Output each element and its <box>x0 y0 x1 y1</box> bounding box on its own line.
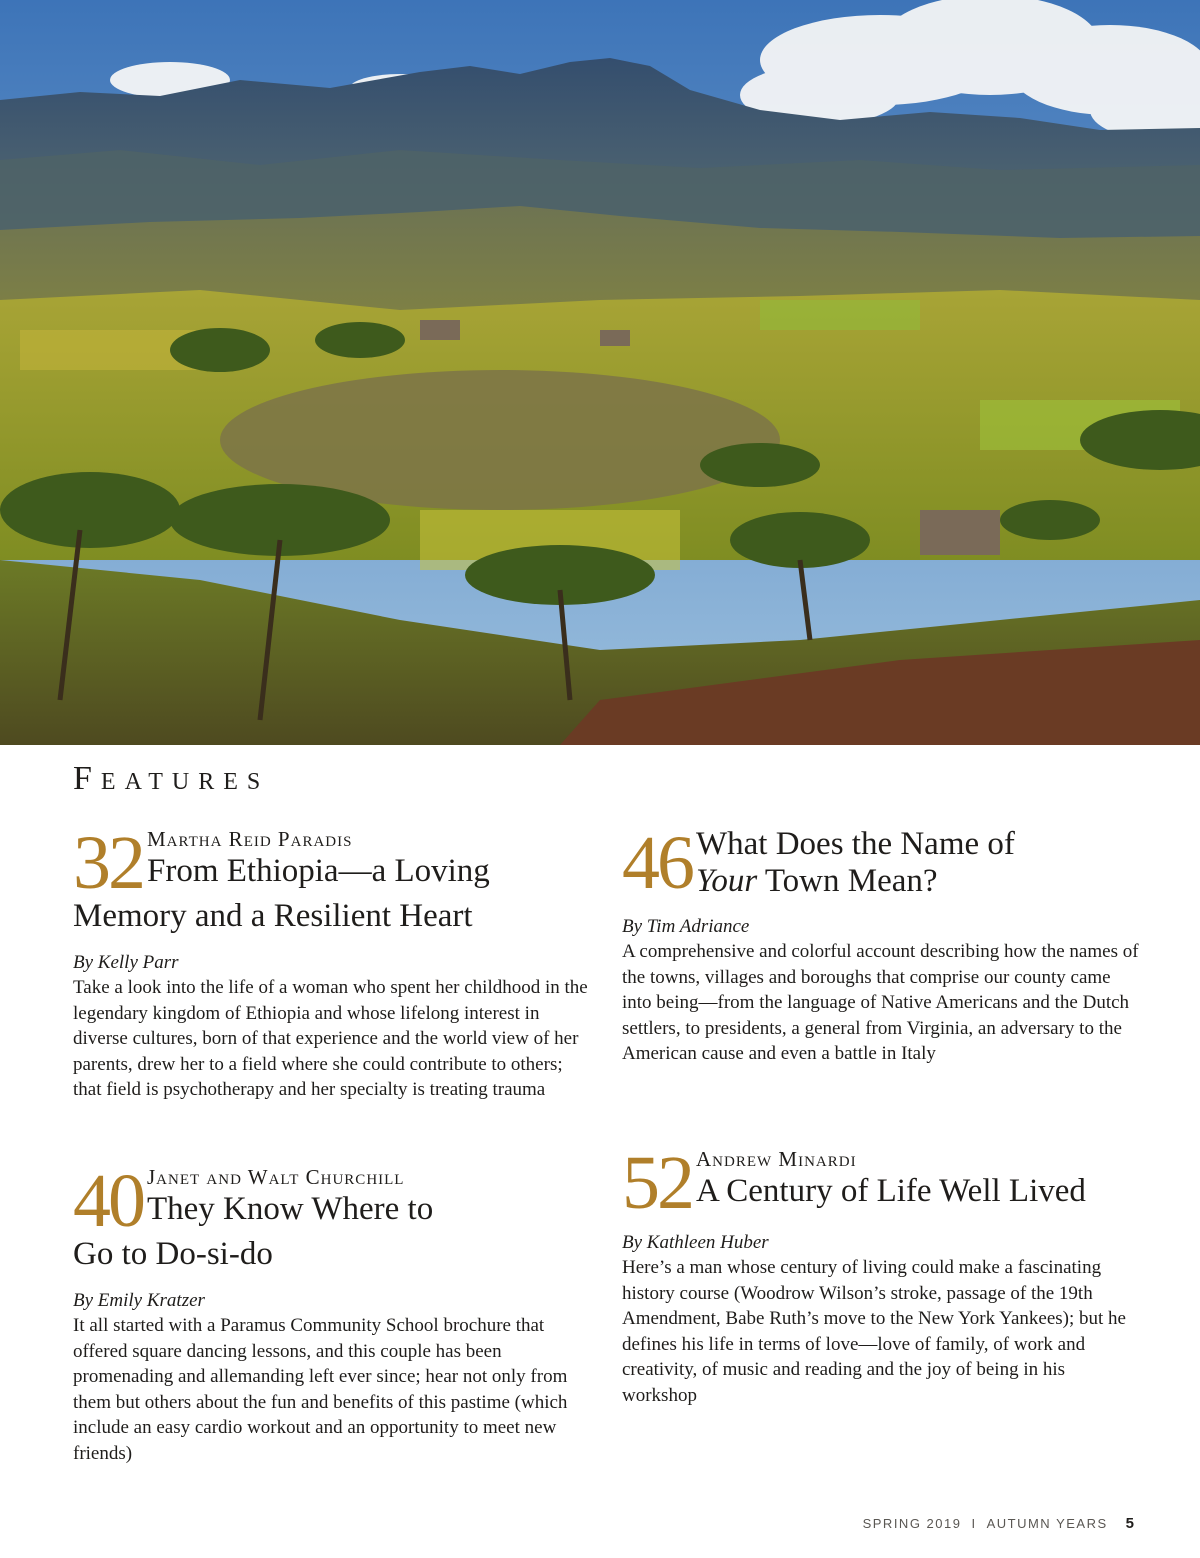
footer-separator: I <box>971 1516 977 1531</box>
article-title-continued: Go to Do-si-do <box>73 1236 273 1272</box>
article-description: Here’s a man whose century of living could make a fascinating history course (Woodrow Wilson’s stroke, passage of the 19th Amendment, Babe Ruth’s move to the New York Yankees); but he defines his life in terms of love—love of family, of work and creativity, of music and reading and the joy of being in his workshop <box>622 1257 1126 1406</box>
article-description: A comprehensive and colorful account describing how the names of the towns, villages and boroughs that comprise our county came into being—from the language of Native Americans and the Dutch settlers, to presidents, a general from Virginia, an adversary to the American cause and even a battle in Italy <box>622 941 1139 1065</box>
feature-article-46[interactable] <box>622 821 1142 1067</box>
page-number: 52 <box>622 1141 692 1225</box>
feature-article-52[interactable] <box>622 1141 1142 1409</box>
article-title: From Ethiopia—a Loving <box>147 853 490 889</box>
feature-article-40[interactable] <box>73 1159 593 1467</box>
hero-landscape-photo <box>0 0 1200 745</box>
page-number: 46 <box>622 821 692 905</box>
article-title-rest: Town Mean? <box>757 863 938 899</box>
article-title: A Century of Life Well Lived <box>696 1173 1086 1209</box>
section-title: Features <box>73 760 270 797</box>
byline: By Emily Kratzer <box>73 1290 205 1311</box>
issue-label: SPRING 2019 <box>862 1516 962 1531</box>
subject-name: Andrew Minardi <box>696 1147 857 1171</box>
article-title-continued: Memory and a Resilient Heart <box>73 898 473 934</box>
article-title-emphasis: Your <box>696 863 758 899</box>
page-footer <box>863 1515 1134 1532</box>
magazine-name: AUTUMN YEARS <box>986 1516 1108 1531</box>
article-description: It all started with a Paramus Community School brochure that offered square dancing lessons, and this couple has been promenading and allemanding left ever since; hear not only from them but others about the fun and benefits of this pastime (which include an easy cardio workout and an opportunity to meet new friends) <box>73 1315 568 1464</box>
page-number: 32 <box>73 821 143 905</box>
article-description: Take a look into the life of a woman who spent her childhood in the legendary kingdom of Ethiopia and whose lifelong interest in diverse cultures, born of that experience and the world view of her parents, drew her to a field where she could contribute to others; that field is psychotherapy and her specialty is treating trauma <box>73 977 588 1101</box>
subject-name: Martha Reid Paradis <box>147 827 353 851</box>
byline: By Kathleen Huber <box>622 1232 769 1253</box>
subject-name: Janet and Walt Churchill <box>147 1165 405 1189</box>
article-title: What Does the Name of <box>696 826 1015 862</box>
page-number: 40 <box>73 1159 143 1243</box>
article-title-line2 <box>696 863 1015 900</box>
folio-page-number: 5 <box>1125 1515 1134 1532</box>
feature-article-32[interactable] <box>73 821 593 1103</box>
byline: By Tim Adriance <box>622 916 750 937</box>
article-title: They Know Where to <box>147 1191 434 1227</box>
byline: By Kelly Parr <box>73 952 179 973</box>
